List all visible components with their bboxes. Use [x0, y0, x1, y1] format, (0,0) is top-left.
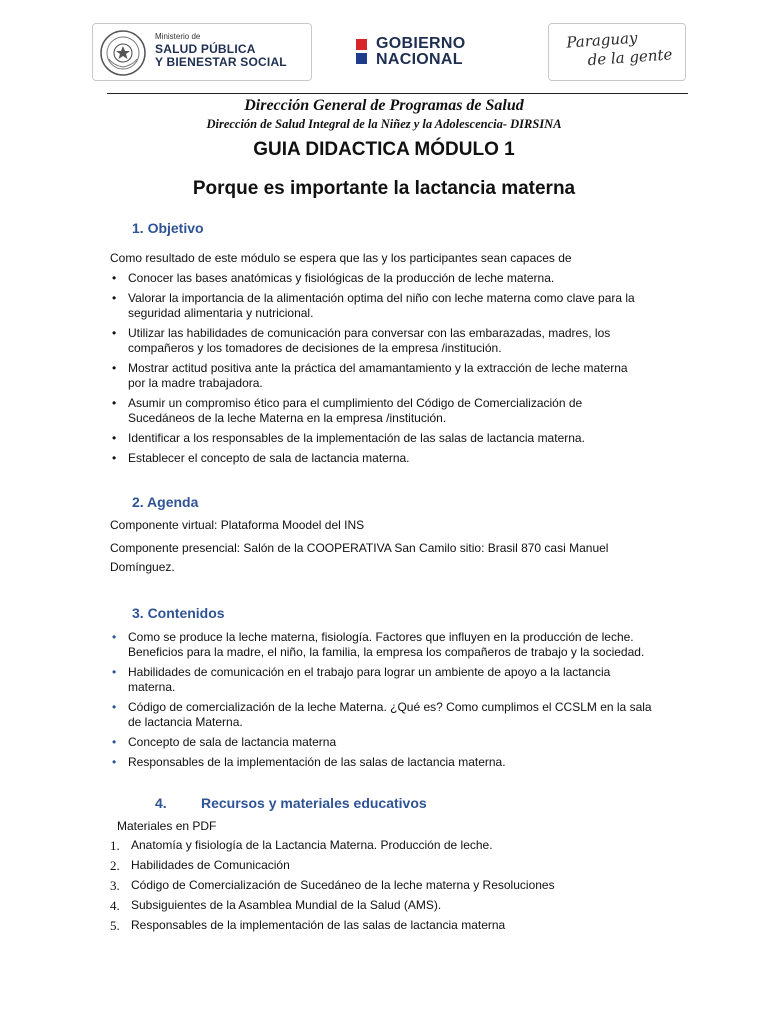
objetivo-item-line: Establecer el concepto de sala de lactancia materna.	[128, 451, 410, 465]
contenidos-heading: 3. Contenidos	[132, 605, 225, 621]
contenidos-item-line: Código de comercialización de la leche Materna. ¿Qué es? Como cumplimos el CCSLM en la sala	[128, 700, 652, 714]
materiales-item	[110, 878, 690, 893]
materiales-item-number: 2.	[110, 858, 120, 873]
agenda-virtual: Componente virtual: Plataforma Moodel del INS	[110, 518, 365, 532]
materiales-item	[110, 918, 690, 933]
materiales-item-text: Habilidades de Comunicación	[131, 858, 290, 872]
bullet-dot-icon: •	[112, 431, 117, 445]
bullet-dot-icon: •	[112, 326, 117, 340]
recursos-heading	[155, 795, 427, 811]
contenidos-item-line: Responsables de la implementación de las salas de lactancia materna.	[128, 755, 506, 769]
gobierno-flag-icon	[356, 39, 370, 65]
bullet-dot-icon: •	[112, 755, 117, 769]
objetivo-item-line: por la madre trabajadora.	[128, 376, 263, 390]
bullet-dot-icon: •	[112, 291, 117, 305]
objetivo-item	[112, 361, 692, 391]
materiales-item-text: Responsables de la implementación de las salas de lactancia materna	[131, 918, 506, 932]
agenda-presencial-line-2: Domínguez.	[110, 560, 175, 574]
contenidos-item	[112, 630, 692, 660]
objetivo-item	[112, 326, 692, 356]
bullet-dot-icon: •	[112, 700, 117, 714]
materiales-item-number: 1.	[110, 838, 120, 853]
direccion-salud-subtitle: Dirección de Salud Integral de la Niñez y la Adolescencia- DIRSINA	[206, 117, 562, 131]
contenidos-item	[112, 665, 692, 695]
direccion-general-title: Dirección General de Programas de Salud	[244, 97, 524, 114]
objetivo-item-line: Conocer las bases anatómicas y fisiológicas de la producción de leche materna.	[128, 271, 555, 285]
contenidos-list	[112, 630, 692, 775]
bullet-dot-icon: •	[112, 361, 117, 375]
objetivo-item	[112, 451, 692, 466]
contenidos-item-line: Concepto de sala de lactancia materna	[128, 735, 337, 749]
bullet-dot-icon: •	[112, 735, 117, 749]
contenidos-item	[112, 755, 692, 770]
materiales-list	[110, 838, 690, 938]
contenidos-item-line: materna.	[128, 680, 176, 694]
ministerio-label: Ministerio de	[155, 32, 201, 41]
objetivo-item-line: seguridad alimentaria y nutricional.	[128, 306, 314, 320]
ministerio-name-line-1: SALUD PÚBLICA	[155, 42, 256, 56]
objetivo-item	[112, 396, 692, 426]
gobierno-nacional-logo	[330, 23, 500, 81]
guia-title: GUIA DIDACTICA MÓDULO 1	[253, 139, 515, 160]
gobierno-line-1: GOBIERNO	[376, 35, 466, 52]
ministerio-logo	[92, 23, 312, 81]
recursos-number: 4.	[155, 795, 167, 811]
materiales-subheading: Materiales en PDF	[117, 819, 217, 833]
objetivo-list	[112, 271, 692, 471]
contenidos-item-line: Habilidades de comunicación en el trabajo para lograr un ambiente de apoyo a la lactancia	[128, 665, 611, 679]
agenda-presencial	[110, 541, 608, 575]
materiales-item-number: 5.	[110, 918, 120, 933]
objetivo-item-line: Valorar la importancia de la alimentación optima del niño con leche materna como clave para la	[128, 291, 635, 305]
contenidos-item	[112, 700, 692, 730]
materiales-item-text: Código de Comercialización de Sucedáneo de la leche materna y Resoluciones	[131, 878, 555, 892]
header-divider	[107, 93, 688, 94]
contenidos-item-line: de lactancia Materna.	[128, 715, 243, 729]
bullet-dot-icon: •	[112, 451, 117, 465]
paraguay-script	[566, 26, 673, 71]
paraguay-de-la-gente-logo	[548, 23, 686, 81]
materiales-item-number: 4.	[110, 898, 120, 913]
objetivo-item-line: Mostrar actitud positiva ante la práctica del amamantamiento y la extracción de leche materna	[128, 361, 628, 375]
gobierno-line-2: NACIONAL	[376, 51, 463, 68]
materiales-item	[110, 898, 690, 913]
ministerio-name-line-2: Y BIENESTAR SOCIAL	[155, 55, 287, 69]
objetivo-item-line: Utilizar las habilidades de comunicación para conversar con las embarazadas, madres, los	[128, 326, 611, 340]
objetivo-heading: 1. Objetivo	[132, 220, 204, 236]
materiales-item	[110, 838, 690, 853]
materiales-item	[110, 858, 690, 873]
gobierno-text	[376, 36, 466, 68]
objetivo-item-line: Asumir un compromiso ético para el cumplimiento del Código de Comercialización de	[128, 396, 583, 410]
objetivo-item	[112, 291, 692, 321]
module-title: Porque es importante la lactancia materna	[192, 178, 576, 199]
agenda-heading: 2. Agenda	[132, 494, 199, 510]
bullet-dot-icon: •	[112, 665, 117, 679]
contenidos-item	[112, 735, 692, 750]
contenidos-item-line: Beneficios para la madre, el niño, la familia, la empresa los compañeros de trabajo y la sociedad.	[128, 645, 645, 659]
bullet-dot-icon: •	[112, 271, 117, 285]
bullet-dot-icon: •	[112, 630, 117, 644]
objetivo-item	[112, 431, 692, 446]
materiales-item-text: Subsiguientes de la Asamblea Mundial de la Salud (AMS).	[131, 898, 442, 912]
paraguay-line-2: de la gente	[587, 45, 673, 70]
recursos-label: Recursos y materiales educativos	[201, 795, 427, 811]
objetivo-intro: Como resultado de este módulo se espera que las y los participantes sean capaces de	[110, 251, 572, 265]
objetivo-item	[112, 271, 692, 286]
agenda-presencial-line-1: Componente presencial: Salón de la COOPERATIVA San Camilo sitio: Brasil 870 casi Manuel	[110, 541, 609, 555]
objetivo-item-line: Identificar a los responsables de la implementación de las salas de lactancia materna.	[128, 431, 585, 445]
contenidos-item-line: Como se produce la leche materna, fisiología. Factores que influyen en la producción de leche.	[128, 630, 634, 644]
objetivo-item-line: compañeros y los tomadores de decisiones de la empresa /institución.	[128, 341, 502, 355]
materiales-item-number: 3.	[110, 878, 120, 893]
paraguay-line-1: Paraguay	[565, 28, 639, 52]
flag-blue-square	[356, 53, 367, 64]
bullet-dot-icon: •	[112, 396, 117, 410]
flag-red-square	[356, 39, 367, 50]
materiales-item-text: Anatomía y fisiología de la Lactancia Materna. Producción de leche.	[131, 838, 493, 852]
ministerio-name	[155, 43, 287, 69]
objetivo-item-line: Sucedáneos de la leche Materna en la empresa /institución.	[128, 411, 447, 425]
national-seal-icon	[99, 29, 147, 77]
